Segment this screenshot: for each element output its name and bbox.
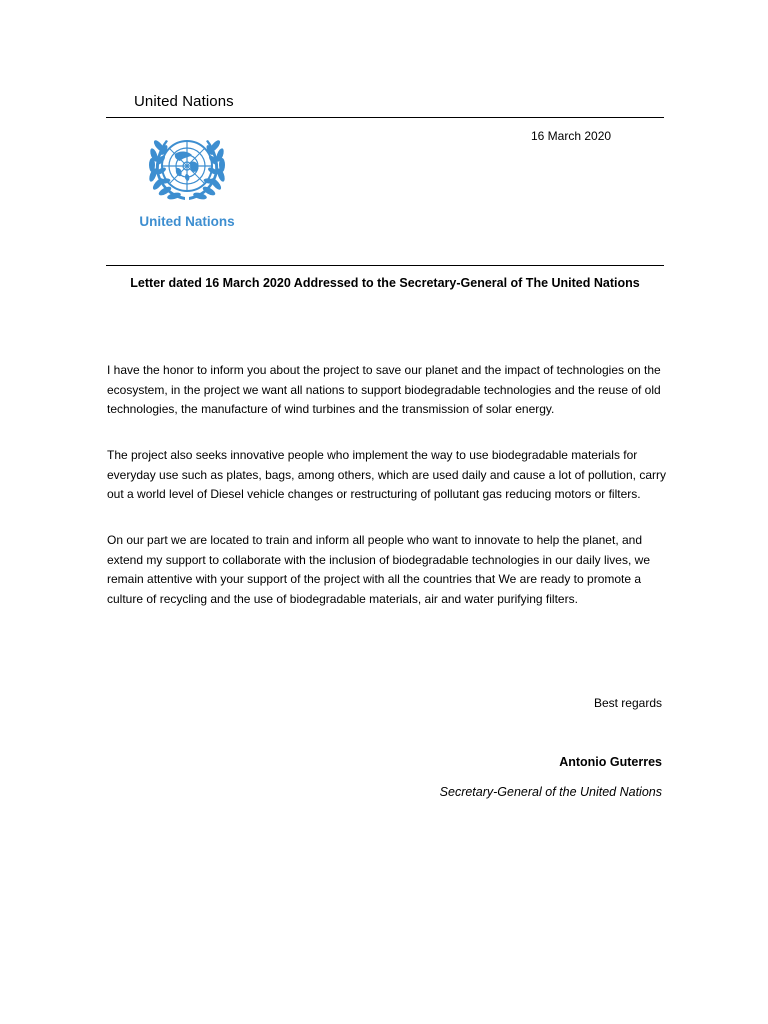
signatory-title: Secretary-General of the United Nations	[439, 785, 662, 799]
letter-subject: Letter dated 16 March 2020 Addressed to the Secretary-General of The United Nations	[130, 276, 640, 290]
body-paragraph-1	[107, 361, 667, 420]
emblem-caption: United Nations	[139, 214, 235, 229]
closing-salutation: Best regards	[593, 696, 662, 710]
paragraph-text: On our part we are located to train and inform all people who want to innovate to help the planet, and extend my support to collaborate with the inclusion of biodegradable technologies in our daily lives, we remain attentive with your support of the project with all the countries that We are ready to promote a culture of recycling and the use of biodegradable materials, air and water purifying filters.	[107, 533, 650, 606]
signatory-name: Antonio Guterres	[559, 755, 662, 769]
paragraph-text: The project also seeks innovative people who implement the way to use biodegradable materials for everyday use such as plates, bags, among others, which are used daily and cause a lot of pollution, carry out a world level of Diesel vehicle changes or restructuring of pollutant gas reducing motors or filters.	[107, 448, 666, 501]
organization-header: United Nations	[134, 93, 234, 110]
body-paragraph-2	[107, 446, 667, 505]
un-emblem-icon	[128, 124, 246, 232]
un-emblem	[128, 124, 246, 232]
paragraph-text: I have the honor to inform you about the project to save our planet and the impact of technologies on the ecosystem, in the project we want all nations to support biodegradable technologies and the reuse of old technologies, the manufacture of wind turbines and the transmission of solar energy.	[107, 363, 661, 416]
header-divider	[106, 117, 664, 118]
letter-date: 16 March 2020	[531, 129, 612, 143]
body-paragraph-3	[107, 531, 667, 609]
subject-divider	[106, 265, 664, 266]
